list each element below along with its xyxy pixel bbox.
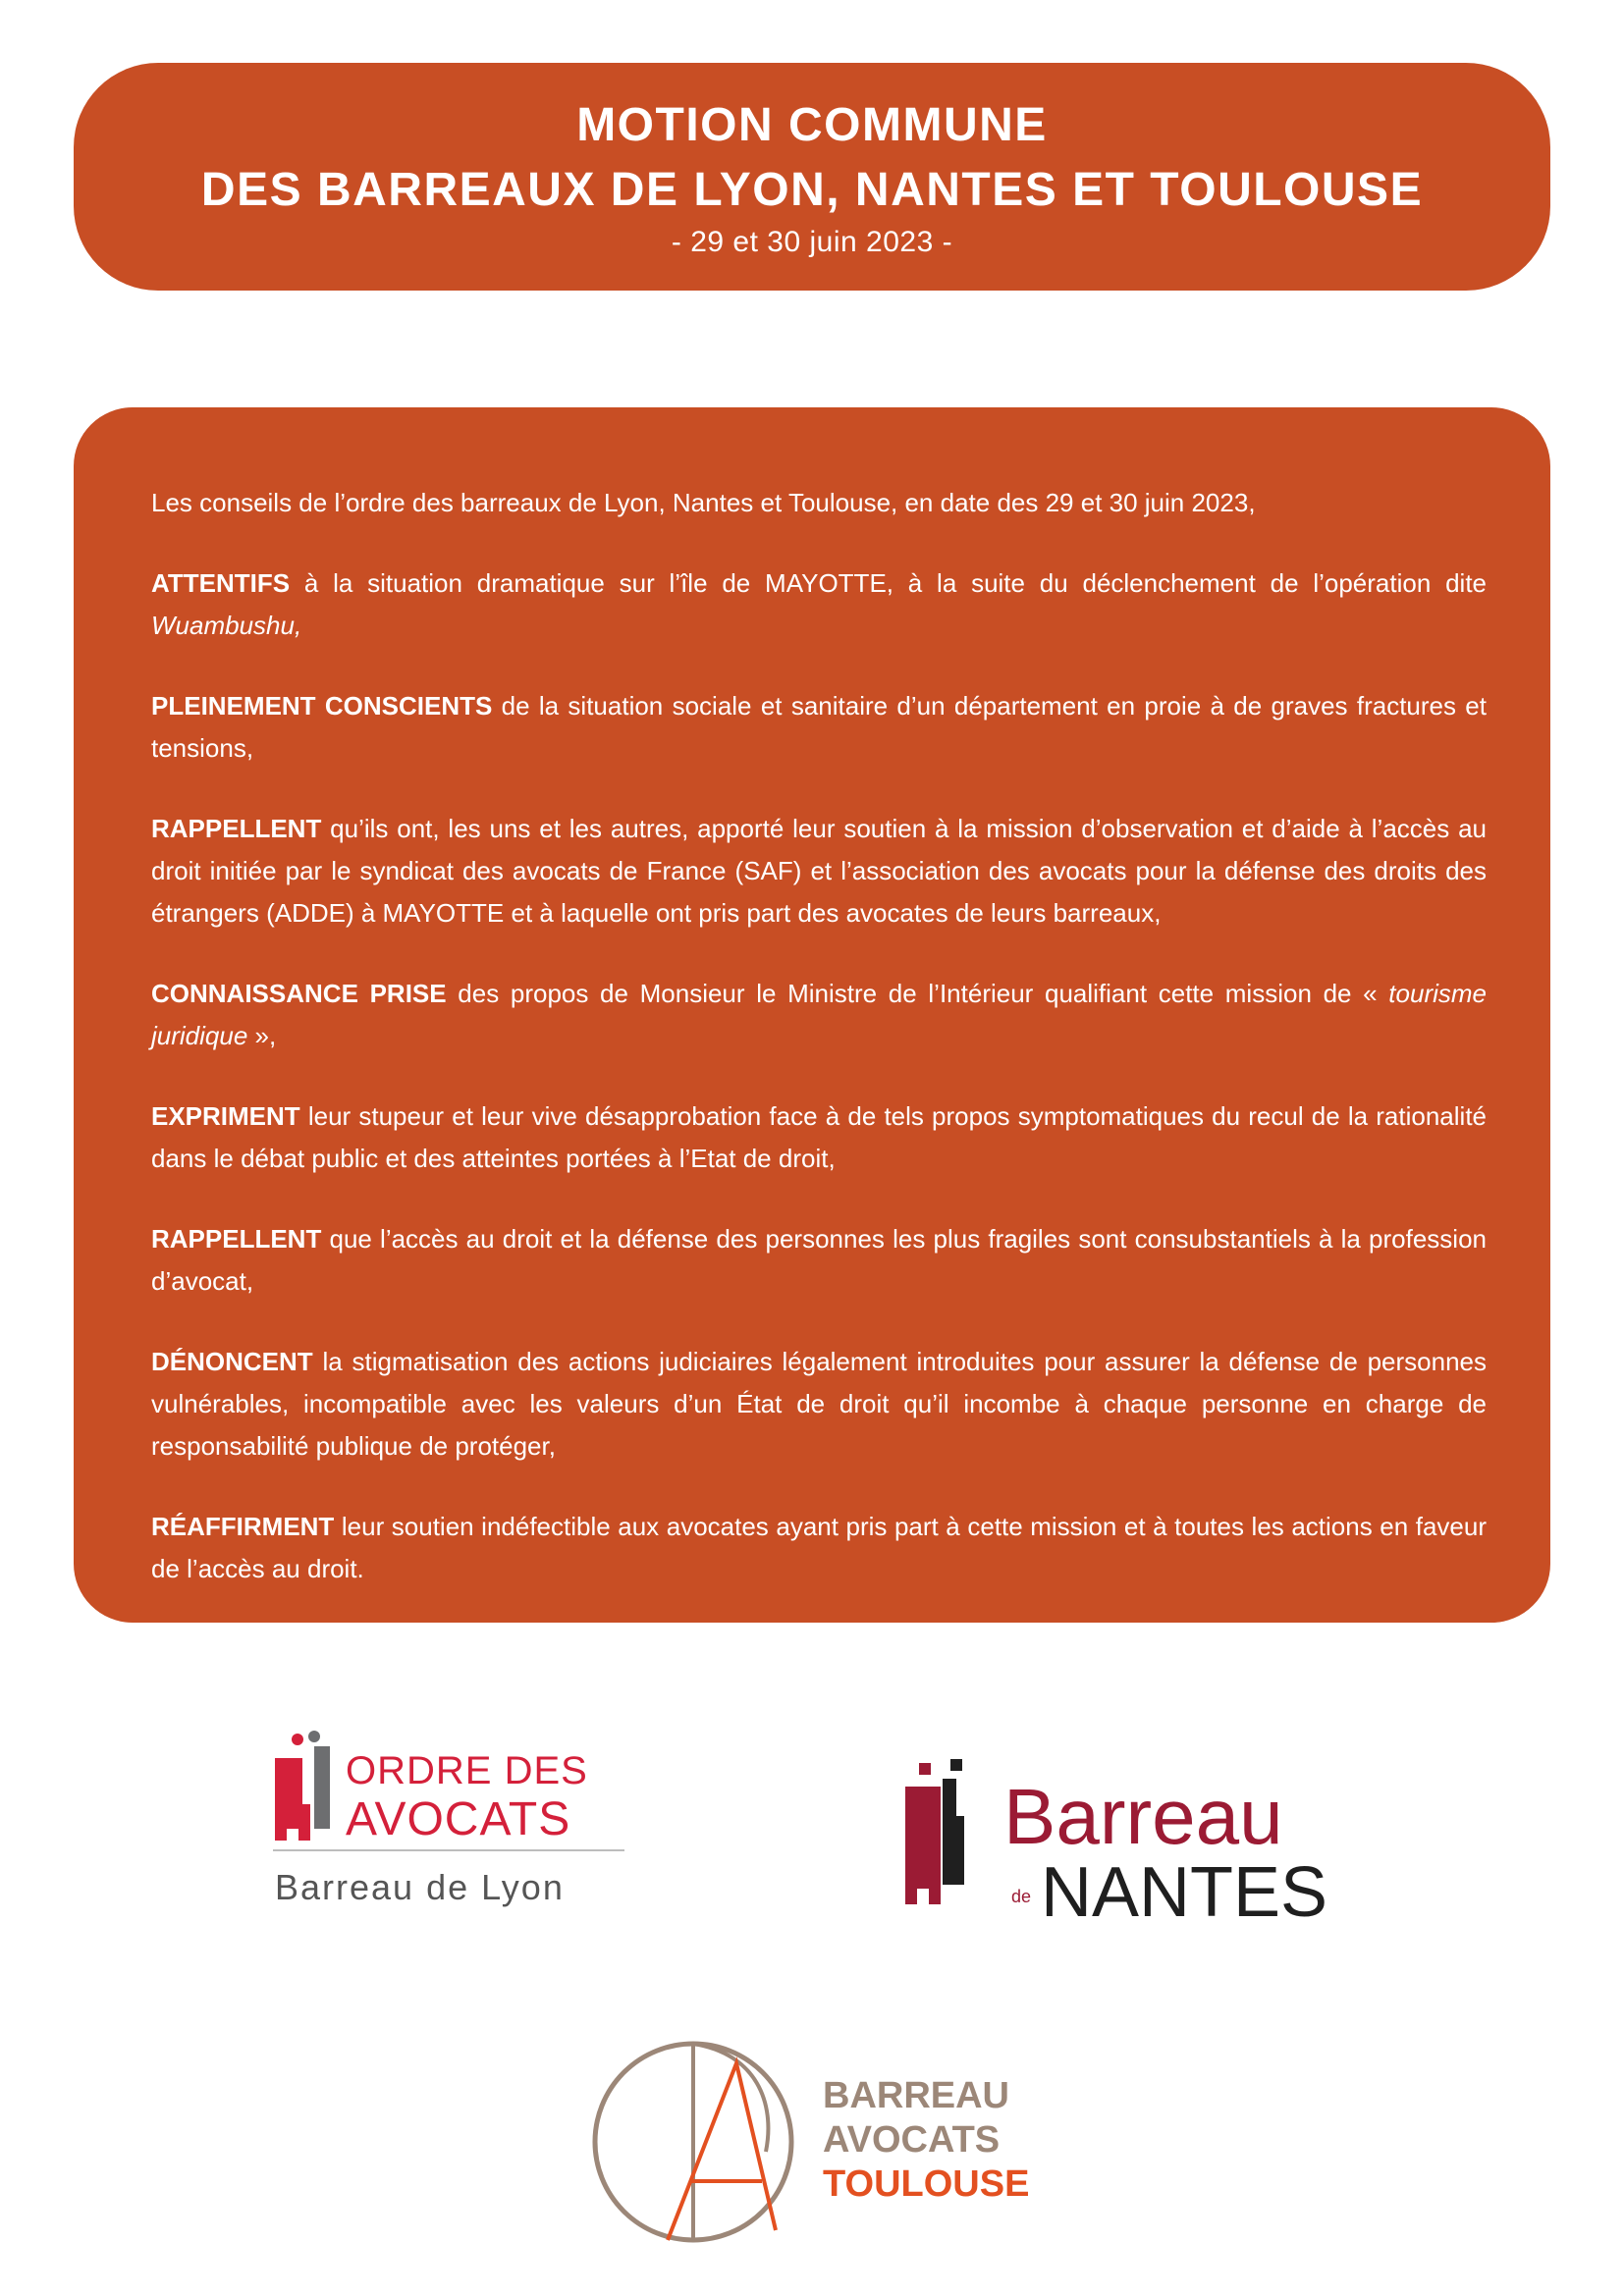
paragraph-text: des propos de Monsieur le Ministre de l’Intérieur qualifiant cette mission de « (446, 979, 1389, 1008)
title-line-2: DES BARREAUX DE LYON, NANTES ET TOULOUSE (200, 164, 1424, 216)
paragraph-lead: RÉAFFIRMENT (151, 1512, 335, 1541)
title-banner (74, 63, 1550, 291)
logo-square (950, 1759, 962, 1771)
logo-figure-gap (956, 1779, 964, 1816)
logo-ordre-des: ORDRE DES (346, 1749, 588, 1792)
paragraph-lead: DÉNONCENT (151, 1347, 313, 1376)
motion-paragraph-conscients (151, 685, 1487, 770)
paragraph-lead: ATTENTIFS (151, 568, 291, 598)
paragraph-text: la stigmatisation des actions judiciaires légalement introduites pour assurer la défense de personnes vulnérables, incompatible avec les valeurs d’un État de droit qu’il incombe à chaque personne en charge de responsabilité publique de protéger, (151, 1347, 1487, 1461)
logo-barreau: BARREAU (823, 2075, 1009, 2116)
lyon-bar-logo (273, 1731, 626, 1927)
motion-paragraph-rappellent-2 (151, 1218, 1487, 1303)
motion-paragraph-attentifs (151, 562, 1487, 647)
motion-intro: Les conseils de l’ordre des barreaux de Lyon, Nantes et Toulouse, en date des 29 et 30 juin 2023, (151, 488, 1256, 517)
paragraph-text: qu’ils ont, les uns et les autres, apporté leur soutien à la mission d’observation et d’aide à l’accès au droit initiée par le syndicat des avocats de France (SAF) et l’association des avocats pour la défense des droits des étrangers (ADDE) à MAYOTTE et à laquelle ont pris part des avocates de leurs barreaux, (151, 814, 1487, 928)
paragraph-text: leur stupeur et leur vive désapprobation face à de tels propos symptomatiques du recul de la rationalité dans le débat public et des atteintes portées à l’Etat de droit, (151, 1101, 1487, 1173)
paragraph-lead: EXPRIMENT (151, 1101, 300, 1131)
motion-paragraph-reaffirment (151, 1506, 1487, 1590)
logo-barreau-de-lyon: Barreau de Lyon (275, 1867, 565, 1907)
logo-square (919, 1763, 931, 1775)
paragraph-lead: CONNAISSANCE PRISE (151, 979, 447, 1008)
logo-dot (308, 1731, 320, 1742)
logo-nantes: NANTES (1041, 1853, 1328, 1932)
logo-d-curve (693, 2044, 768, 2152)
paragraph-text: de la situation sociale et sanitaire d’un département en proie à de graves fractures et tensions, (151, 691, 1487, 763)
paragraph-lead: RAPPELLENT (151, 1224, 322, 1254)
logo-avocats: AVOCATS (823, 2119, 1001, 2161)
motion-paragraph-denoncent (151, 1341, 1487, 1468)
paragraph-lead: PLEINEMENT CONSCIENTS (151, 691, 493, 721)
title-line-1: MOTION COMMUNE (576, 99, 1048, 151)
motion-panel (74, 407, 1550, 1623)
paragraph-italic: Wuambushu, (151, 611, 302, 640)
motion-paragraph-connaissance (151, 973, 1487, 1057)
logo-figure-red (905, 1787, 941, 1904)
logo-figure-grey (314, 1746, 330, 1829)
motion-paragraph-rappellent-1 (151, 808, 1487, 934)
logo-avocats: AVOCATS (346, 1793, 571, 1845)
title-date: - 29 et 30 juin 2023 - (671, 226, 953, 258)
motion-paragraph-expriment (151, 1095, 1487, 1180)
paragraph-end: », (247, 1021, 277, 1050)
paragraph-text: leur soutien indéfectible aux avocates ayant pris part à cette mission et à toutes les actions en faveur de l’accès au droit. (151, 1512, 1487, 1583)
paragraph-text: que l’accès au droit et la défense des personnes les plus fragiles sont consubstantiels à la profession d’avocat, (151, 1224, 1487, 1296)
paragraph-text: à la situation dramatique sur l’île de MAYOTTE, à la suite du déclenchement de l’opération dite (290, 568, 1487, 598)
logo-dot (292, 1734, 303, 1745)
paragraph-lead: RAPPELLENT (151, 814, 322, 843)
logo-de: de (1011, 1887, 1032, 1906)
logo-barreau: Barreau (1003, 1773, 1283, 1860)
paragraph-italic: tourisme juridique (151, 979, 1487, 1050)
motion-text (151, 482, 1487, 1629)
toulouse-bar-logo (589, 1995, 1051, 2289)
logo-figure-gap (302, 1758, 310, 1804)
logo-toulouse: TOULOUSE (823, 2163, 1030, 2205)
nantes-bar-logo (901, 1757, 1353, 1939)
